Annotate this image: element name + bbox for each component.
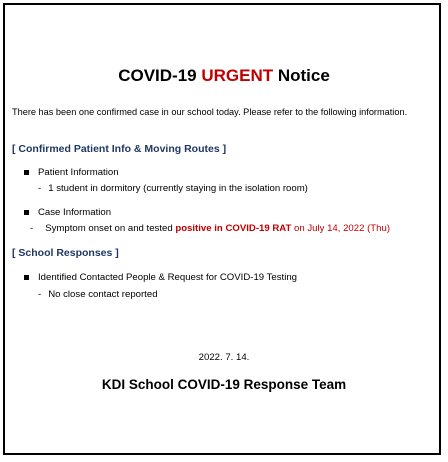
title-suffix: Notice (273, 66, 330, 85)
notice-date: 2022. 7. 14. (198, 352, 250, 363)
notice-title (0, 66, 448, 86)
sub-text-highlight: positive in COVID-19 RAT (175, 223, 292, 234)
sub-patient-detail (38, 183, 308, 194)
intro-text: There has been one confirmed case in our school today. Please refer to the following information. (12, 107, 408, 117)
dash-icon: - (38, 289, 42, 300)
section-heading-responses: [ School Responses ] (12, 247, 119, 259)
section-heading-confirmed: [ Confirmed Patient Info & Moving Routes ] (12, 143, 227, 155)
title-urgent: URGENT (201, 66, 274, 85)
sub-text: No close contact reported (48, 289, 158, 300)
sub-text-prefix: Symptom onset on and tested (45, 223, 176, 234)
square-bullet-icon (24, 210, 29, 215)
square-bullet-icon (24, 170, 29, 175)
sub-text: 1 student in dormitory (currently staying in the isolation room) (48, 183, 308, 194)
bullet-label: Identified Contacted People & Request for COVID-19 Testing (38, 272, 298, 283)
bullet-label: Case Information (38, 207, 112, 218)
dash-icon: - (38, 183, 42, 194)
sub-text-suffix: on July 14, 2022 (Thu) (291, 223, 391, 234)
sub-case-detail (30, 223, 390, 234)
bullet-patient-info (24, 167, 119, 178)
response-team-signature: KDI School COVID-19 Response Team (101, 377, 347, 392)
bullet-case-info (24, 207, 111, 218)
dash-icon: - (30, 223, 34, 234)
bullet-label: Patient Information (38, 167, 119, 178)
bullet-contacts (24, 272, 297, 283)
title-prefix: COVID-19 (118, 66, 202, 85)
square-bullet-icon (24, 275, 29, 280)
sub-contacts-detail (38, 289, 158, 300)
